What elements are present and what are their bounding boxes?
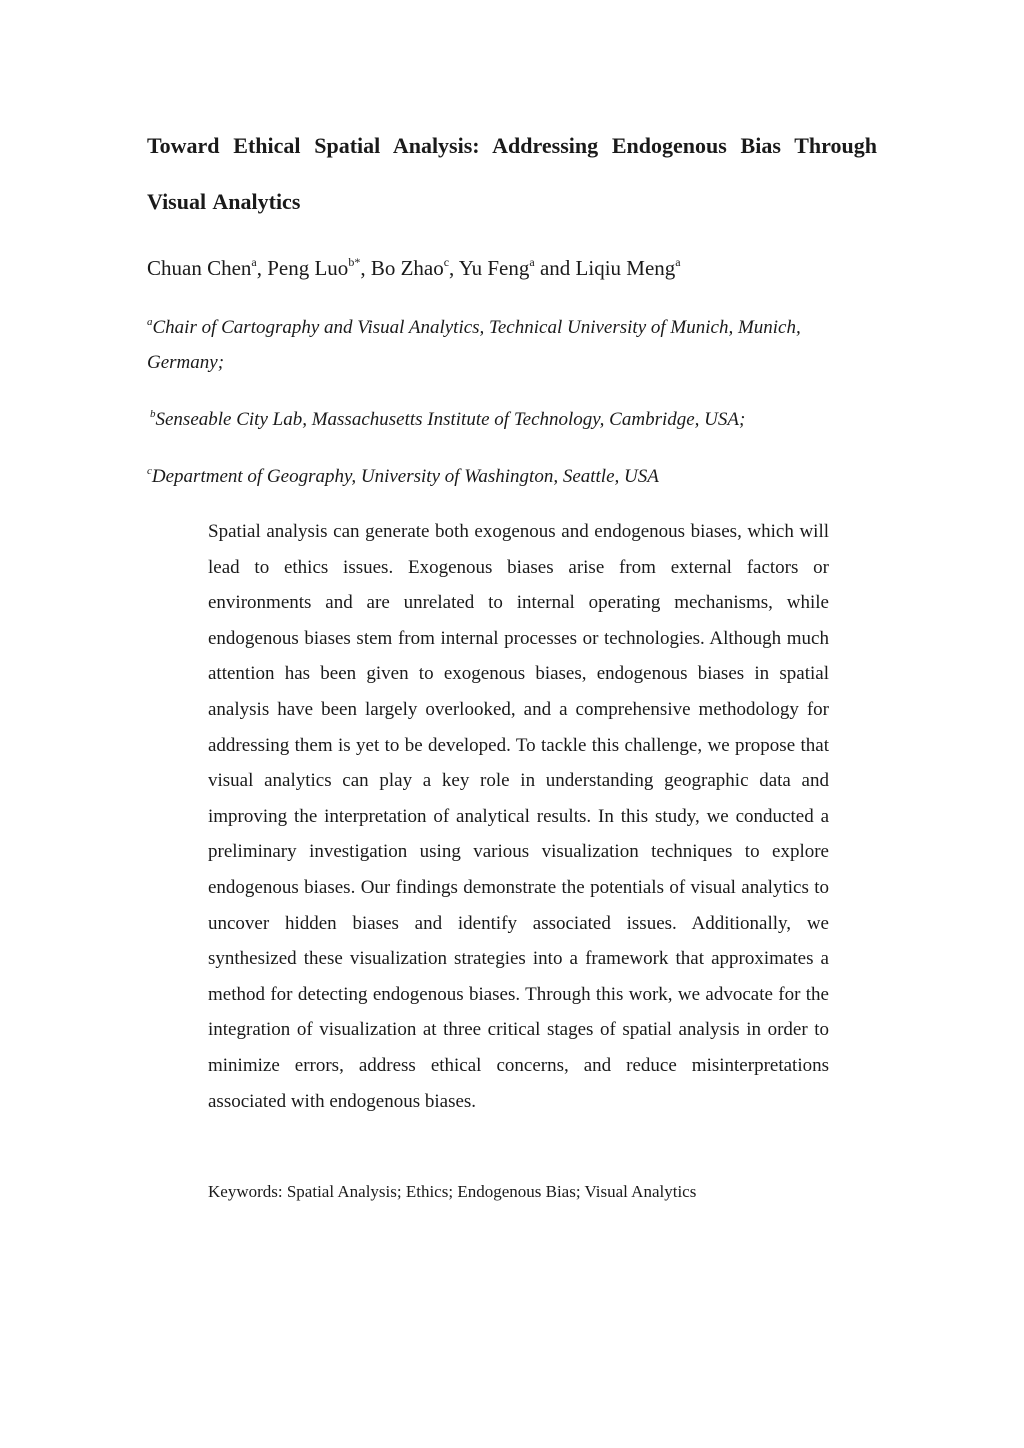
- author-affiliation-mark: a: [529, 255, 535, 269]
- author-name: Liqiu Meng: [575, 256, 676, 280]
- author-affiliation-mark: c: [443, 255, 450, 269]
- author-name: Chuan Chen: [147, 256, 252, 280]
- author-separator: ,: [360, 256, 371, 280]
- affiliation: [147, 310, 882, 380]
- author-list: [147, 252, 887, 284]
- author-affiliation-mark: b*: [348, 255, 361, 269]
- affiliation-text: Department of Geography, University of Washington, Seattle, USA: [151, 466, 659, 487]
- keywords: Keywords: Spatial Analysis; Ethics; Endogenous Bias; Visual Analytics: [208, 1182, 697, 1201]
- author-name: Bo Zhao: [370, 256, 444, 280]
- author-affiliation-mark: a: [251, 255, 257, 269]
- affiliation: [147, 459, 882, 494]
- affiliation-text: Chair of Cartography and Visual Analytics, Technical University of Munich, Munich, Germany;: [147, 317, 801, 373]
- author-name: Yu Feng: [458, 256, 530, 280]
- author-name: Peng Luo: [267, 256, 349, 280]
- affiliation-mark: a: [147, 316, 153, 328]
- affiliation: [150, 402, 885, 437]
- affiliation-text: Senseable City Lab, Massachusetts Institute of Technology, Cambridge, USA;: [155, 409, 746, 430]
- author-affiliation-mark: a: [675, 255, 681, 269]
- affiliation-mark: c: [147, 465, 152, 477]
- affiliation-mark: b: [150, 408, 156, 420]
- paper-title: Toward Ethical Spatial Analysis: Addressing Endogenous Bias Through Visual Analytics: [147, 133, 877, 214]
- author-separator: ,: [256, 256, 268, 280]
- author-separator: ,: [449, 256, 459, 280]
- author-separator: and: [534, 256, 576, 280]
- abstract: Spatial analysis can generate both exogenous and endogenous biases, which will lead to ethics issues. Exogenous biases arise from external factors or environments and are unrelated to internal operating mechanisms, while endogenous biases stem from internal processes or technologies. Although much attention has been given to exogenous biases, endogenous biases in spatial analysis have been largely overlooked, and a comprehensive methodology for addressing them is yet to be developed. To tackle this challenge, we propose that visual analytics can play a key role in understanding geographic data and improving the interpretation of analytical results. In this study, we conducted a preliminary investigation using various visualization techniques to explore endogenous biases. Our findings demonstrate the potentials of visual analytics to uncover hidden biases and identify associated issues. Additionally, we synthesized these visualization strategies into a framework that approximates a method for detecting endogenous biases. Through this work, we advocate for the integration of visualization at three critical stages of spatial analysis in order to minimize errors, address ethical concerns, and reduce misinterpretations associated with endogenous biases.: [208, 521, 829, 1112]
